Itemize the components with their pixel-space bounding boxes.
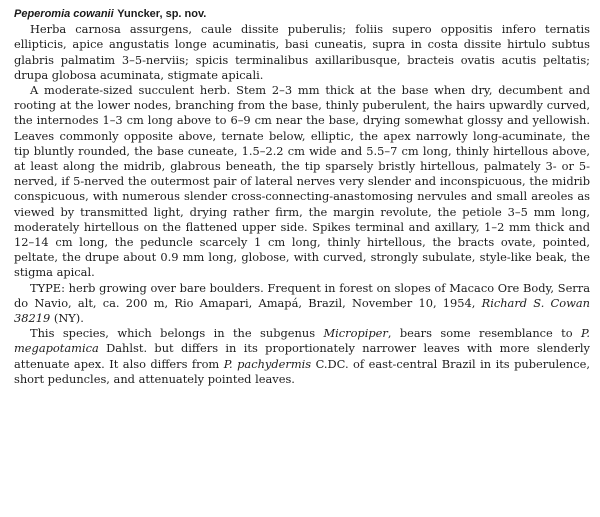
- species-authority: Yuncker, sp. nov.: [117, 8, 207, 20]
- related-taxon-1: P. megapotamica: [14, 326, 590, 356]
- type-collector: Richard S. Cowan 38219: [14, 295, 590, 326]
- species-heading: [14, 6, 590, 22]
- subgenus-name: Micropiper: [323, 326, 388, 341]
- english-description: A moderate-sized succulent herb. Stem 2–3 mm thick at the base when dry, decumbent and rooting at the lower nodes, branching from the base, thinly puberulent, the hairs upwardly curved, the internodes 1–3 cm long above to 6–9 cm near the base, drying somewhat glossy and yellowish. Leaves commonly opposite above, ternate below, elliptic, the apex narrowly long-acuminate, the tip bluntly rounded, the base cuneate, 1.5–2.2 cm wide and 5.5–7 cm long, thinly hirtellous above, at least along the midrib, glabrous beneath, the tip sparsely bristly hirtellous, palmately 3- or 5-nerved, if 5-nerved the outermost pair of lateral nerves very slender and inconspicuous, the midrib conspicuous, with numerous slender cross-connecting-anastomosing nervules and small areoles as viewed by transmitted light, drying rather firm, the margin revolute, the petiole 3–5 mm long, moderately hirtellous on the flattened upper side. Spikes terminal and axillary, 1–2 mm thick and 12–14 cm long, the peduncle scarcely 1 cm long, thinly hirtellous, the bracts ovate, pointed, peltate, the drupe about 0.9 mm long, globose, with curved, strongly subulate, style-like beak, the stigma apical.: [14, 83, 590, 280]
- type-paragraph: [14, 281, 590, 327]
- species-name: Peperomia cowanii: [14, 8, 114, 20]
- comparison-part-4: C.DC. of east-central Brazil in its puberulence, short peduncles, and attenuately pointed leaves.: [14, 356, 590, 386]
- comparison-paragraph: [14, 326, 590, 387]
- type-text-before: TYPE: herb growing over bare boulders. Frequent in forest on slopes of Macaco Ore Body, Serra do Navio, alt, ca. 200 m, Rio Amapari, Amapá, Brazil, November 10, 1954,: [14, 280, 590, 310]
- comparison-part-3: Dahlst. but differs in its proportionately narrower leaves with more slenderly attenuate apex. It also differs from: [14, 341, 590, 371]
- comparison-part-1: This species, which belongs in the subgenus: [30, 326, 324, 341]
- comparison-part-2: , bears some resemblance to: [387, 326, 582, 341]
- related-taxon-2: P. pachydermis: [223, 356, 312, 371]
- type-text-after: (NY).: [50, 311, 84, 326]
- latin-diagnosis: Herba carnosa assurgens, caule dissite puberulis; foliis supero oppositis infero ternatis ellipticis, apice angustatis longe acuminatis, basi cuneatis, supra in costa dissite hirtulo subtus glabris palmatim 3–5-nerviis; spicis terminalibus axillaribusque, bracteis ovatis acutis peltatis; drupa globosa acuminata, stigmate apicali.: [14, 22, 590, 82]
